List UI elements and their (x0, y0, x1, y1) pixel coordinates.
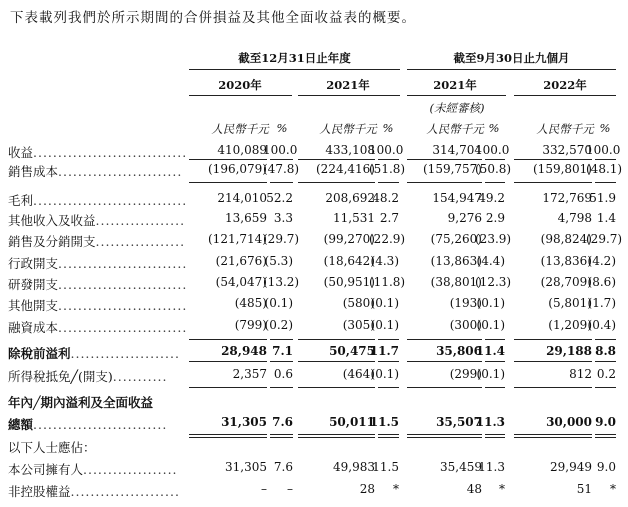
cell-value: (0.1) (476, 367, 505, 381)
cell-value: 1.4 (596, 211, 616, 225)
subtotal-rule-top (485, 387, 505, 388)
subtotal-rule-bottom (407, 182, 482, 183)
subtotal-rule-top (270, 339, 293, 340)
cell-value: (0.1) (370, 367, 399, 381)
row-label (8, 460, 178, 478)
total-rule-bottom (378, 434, 399, 435)
subtotal-rule-bottom (298, 182, 375, 183)
year-group-header: 截至12月31日止年度 (238, 51, 351, 65)
cell-value: (485) (234, 296, 267, 310)
cell-value: 2,357 (232, 367, 267, 381)
cell-value: 52.2 (266, 191, 293, 205)
cell-value: 4,798 (557, 211, 592, 225)
subtotal-rule-bottom (298, 361, 375, 362)
cell-value: (224,416) (316, 162, 375, 176)
row-label (8, 438, 96, 456)
subtotal-rule-top (189, 159, 267, 160)
cell-value: 28,948 (221, 344, 267, 358)
total-rule-bottom (595, 434, 616, 435)
cell-value: (799) (234, 318, 267, 332)
cell-value: (4.4) (476, 254, 505, 268)
row-label (8, 344, 180, 362)
row-label (8, 275, 187, 293)
cell-value: (299) (449, 367, 482, 381)
cell-value: 50,011 (329, 415, 375, 429)
row-label (8, 393, 153, 411)
cell-value: 8.8 (595, 344, 616, 358)
cell-value: 13,659 (225, 211, 267, 225)
subtotal-rule-top (298, 339, 375, 340)
column-header-rule (514, 95, 616, 96)
cell-value: (305) (342, 318, 375, 332)
leader-dots: ...................... (70, 484, 180, 499)
total-rule-bottom (189, 437, 267, 438)
cell-value: (0.4) (587, 318, 616, 332)
cell-value: (99,270) (323, 232, 375, 246)
leader-dots: .......................... (58, 320, 188, 335)
subtotal-rule-top (407, 387, 482, 388)
nine-month-group-header: 截至9月30日止九個月 (453, 51, 570, 65)
cell-value: (121,714) (208, 232, 267, 246)
cell-value: 31,305 (225, 460, 267, 474)
cell-value: (0.2) (264, 318, 293, 332)
row-label-text: 年內╱期內溢利及全面收益 (8, 395, 154, 410)
row-label (8, 211, 185, 229)
leader-dots: ........................... (33, 417, 168, 432)
cell-value: (28,709) (540, 275, 592, 289)
cell-value: 35,806 (436, 344, 482, 358)
subtotal-rule-top (514, 387, 592, 388)
cell-value: (29.7) (586, 232, 623, 246)
cell-value: (8.6) (587, 275, 616, 289)
subtotal-rule-top (189, 339, 267, 340)
cell-value: 49,983 (333, 460, 375, 474)
cell-value: 28 (359, 482, 375, 496)
year-group-rule (189, 69, 400, 70)
cell-value: (11.8) (369, 275, 406, 289)
cell-value: 0.2 (596, 367, 616, 381)
row-label-text: 總額 (8, 417, 34, 432)
cell-value: 35,459 (440, 460, 482, 474)
row-label (8, 254, 187, 272)
subtotal-rule-bottom (407, 361, 482, 362)
subtotal-rule-top (514, 159, 592, 160)
cell-value: (13,836) (540, 254, 592, 268)
cell-value: 11.5 (369, 415, 399, 429)
subtotal-rule-top (485, 339, 505, 340)
column-header-rule (407, 95, 506, 96)
subtotal-rule-top (595, 387, 616, 388)
total-rule-bottom (407, 434, 482, 435)
total-rule-bottom (378, 437, 399, 438)
subtotal-rule-bottom (595, 361, 616, 362)
cell-value: 2.7 (379, 211, 399, 225)
row-label-text: 研發開支 (8, 277, 59, 292)
leader-dots: ......................... (58, 164, 183, 179)
cell-value: 100.0 (369, 143, 404, 157)
row-label (8, 162, 182, 180)
row-label-text: 所得稅抵免╱(開支) (8, 369, 113, 384)
leader-dots: ...................... (70, 346, 180, 361)
row-label (8, 143, 187, 161)
cell-value: 314,704 (432, 143, 482, 157)
row-label-text: 其他收入及收益 (8, 213, 96, 228)
cell-value: 9.0 (596, 460, 616, 474)
total-rule-bottom (514, 434, 592, 435)
cell-value: (5,801) (548, 296, 592, 310)
cell-value: 29,949 (550, 460, 592, 474)
leader-dots: ................... (83, 462, 178, 477)
cell-value: (580) (342, 296, 375, 310)
intro-text: 下表載列我們於所示期間的合併損益及其他全面收益表的概要。 (10, 10, 416, 26)
cell-value: 11.5 (372, 460, 399, 474)
row-label (8, 367, 168, 385)
cell-value: (0.1) (370, 296, 399, 310)
cell-value: 30,000 (546, 415, 592, 429)
unit-rmb: 人民幣千元 (319, 122, 377, 136)
cell-value: 410,089 (217, 143, 267, 157)
row-label (8, 296, 187, 314)
cell-value: (50.8) (475, 162, 512, 176)
cell-value: (1.7) (587, 296, 616, 310)
row-label-text: 融資成本 (8, 320, 59, 335)
subtotal-rule-bottom (189, 361, 267, 362)
row-label-text: 除稅前溢利 (8, 346, 71, 361)
leader-dots: .......................... (58, 256, 188, 271)
total-rule-bottom (298, 434, 375, 435)
cell-value: (21,676) (215, 254, 267, 268)
cell-value: 9,276 (447, 211, 482, 225)
cell-value: 0.6 (273, 367, 293, 381)
cell-value: 29,188 (546, 344, 592, 358)
subtotal-rule-top (407, 339, 482, 340)
subtotal-rule-bottom (514, 361, 592, 362)
cell-value: (98,824) (540, 232, 592, 246)
subtotal-rule-bottom (514, 182, 592, 183)
row-label-text: 行政開支 (8, 256, 59, 271)
cell-value: (38,801) (430, 275, 482, 289)
cell-value: 35,507 (436, 415, 482, 429)
cell-value: (0.1) (476, 318, 505, 332)
cell-value: (0.1) (476, 296, 505, 310)
cell-value: (193) (449, 296, 482, 310)
cell-value: (75,260) (430, 232, 482, 246)
column-header-rule (189, 95, 292, 96)
unit-rmb: 人民幣千元 (211, 122, 269, 136)
column-header: 2022年 (543, 78, 587, 92)
total-rule-bottom (270, 434, 293, 435)
leader-dots: .......................... (58, 298, 188, 313)
subtotal-rule-bottom (485, 182, 505, 183)
cell-value: (4.3) (370, 254, 399, 268)
leader-dots: .................. (95, 213, 186, 228)
total-rule-bottom (514, 437, 592, 438)
cell-value: 2.9 (485, 211, 505, 225)
unit-pct: % (599, 121, 611, 135)
row-label (8, 482, 180, 500)
cell-value: (196,079) (208, 162, 267, 176)
nine-month-group-rule (407, 69, 616, 70)
cell-value: 332,570 (542, 143, 592, 157)
subtotal-rule-top (378, 387, 399, 388)
cell-value: (300) (449, 318, 482, 332)
total-rule-bottom (270, 437, 293, 438)
cell-value: 208,692 (325, 191, 375, 205)
subtotal-rule-top (270, 387, 293, 388)
subtotal-rule-top (595, 339, 616, 340)
row-label (8, 318, 187, 336)
leader-dots: ............................... (33, 193, 188, 208)
unit-rmb: 人民幣千元 (426, 122, 484, 136)
cell-value: (47.8) (263, 162, 300, 176)
cell-value: 51.9 (589, 191, 616, 205)
cell-value: 48 (466, 482, 482, 496)
cell-value: 433,108 (325, 143, 375, 157)
cell-value: (159,801) (533, 162, 592, 176)
cell-value: 7.6 (272, 415, 293, 429)
cell-value: 7.1 (272, 344, 293, 358)
subtotal-rule-top (485, 159, 505, 160)
row-label-text: 銷售成本 (8, 164, 59, 179)
column-header-rule (298, 95, 400, 96)
cell-value: * (499, 482, 505, 496)
leader-dots: ........... (112, 369, 168, 384)
row-label (8, 191, 187, 209)
total-rule-bottom (298, 437, 375, 438)
cell-value: 11.4 (475, 344, 505, 358)
subtotal-rule-bottom (378, 182, 399, 183)
cell-value: 11.7 (369, 344, 399, 358)
cell-value: 50,475 (329, 344, 375, 358)
row-label-text: 本公司擁有人 (8, 462, 84, 477)
subtotal-rule-bottom (595, 182, 616, 183)
cell-value: 100.0 (586, 143, 621, 157)
row-label-text: 以下人士應佔： (8, 440, 96, 455)
unit-rmb: 人民幣千元 (536, 122, 594, 136)
row-label-text: 其他開支 (8, 298, 59, 313)
cell-value: 48.2 (372, 191, 399, 205)
subtotal-rule-top (298, 387, 375, 388)
subtotal-rule-top (407, 159, 482, 160)
cell-value: – (261, 482, 267, 496)
subtotal-rule-top (378, 339, 399, 340)
cell-value: (0.1) (264, 296, 293, 310)
row-label (8, 415, 167, 433)
unit-pct: % (488, 121, 500, 135)
cell-value: 11.3 (478, 460, 505, 474)
row-label (8, 232, 185, 250)
cell-value: (51.8) (369, 162, 406, 176)
subtotal-rule-top (378, 159, 399, 160)
cell-value: (22.9) (369, 232, 406, 246)
cell-value: (54,047) (215, 275, 267, 289)
unaudited-note: (未經審核) (429, 101, 485, 115)
cell-value: (29.7) (263, 232, 300, 246)
subtotal-rule-top (595, 159, 616, 160)
cell-value: – (287, 482, 293, 496)
subtotal-rule-top (270, 159, 293, 160)
cell-value: (13,863) (430, 254, 482, 268)
cell-value: (50,951) (323, 275, 375, 289)
leader-dots: .................. (95, 234, 186, 249)
cell-value: 51 (576, 482, 592, 496)
row-label-text: 收益 (8, 145, 34, 160)
unit-pct: % (276, 121, 288, 135)
cell-value: 100.0 (475, 143, 510, 157)
cell-value: 49.2 (478, 191, 505, 205)
cell-value: (18,642) (323, 254, 375, 268)
cell-value: 3.3 (273, 211, 293, 225)
total-rule-bottom (595, 437, 616, 438)
cell-value: (0.1) (370, 318, 399, 332)
cell-value: * (610, 482, 616, 496)
cell-value: (12.3) (475, 275, 512, 289)
unit-pct: % (382, 121, 394, 135)
cell-value: (48.1) (586, 162, 623, 176)
cell-value: (23.9) (475, 232, 512, 246)
cell-value: (4.2) (587, 254, 616, 268)
cell-value: 812 (569, 367, 592, 381)
subtotal-rule-top (514, 339, 592, 340)
subtotal-rule-bottom (189, 182, 267, 183)
subtotal-rule-bottom (270, 182, 293, 183)
subtotal-rule-top (189, 387, 267, 388)
cell-value: (1,209) (548, 318, 592, 332)
cell-value: 9.0 (595, 415, 616, 429)
cell-value: (5.3) (264, 254, 293, 268)
column-header: 2020年 (218, 78, 262, 92)
cell-value: 154,947 (432, 191, 482, 205)
total-rule-bottom (189, 434, 267, 435)
cell-value: 7.6 (273, 460, 293, 474)
row-label-text: 毛利 (8, 193, 34, 208)
subtotal-rule-bottom (270, 361, 293, 362)
subtotal-rule-bottom (485, 361, 505, 362)
column-header: 2021年 (326, 78, 370, 92)
leader-dots: .......................... (58, 277, 188, 292)
leader-dots: ............................... (33, 145, 188, 160)
subtotal-rule-top (298, 159, 375, 160)
cell-value: 31,305 (221, 415, 267, 429)
cell-value: 214,010 (217, 191, 267, 205)
row-label-text: 非控股權益 (8, 484, 71, 499)
cell-value: 100.0 (263, 143, 298, 157)
cell-value: 172,769 (542, 191, 592, 205)
cell-value: (13.2) (263, 275, 300, 289)
cell-value: (464) (342, 367, 375, 381)
column-header: 2021年 (433, 78, 477, 92)
cell-value: (159,757) (423, 162, 482, 176)
subtotal-rule-bottom (378, 361, 399, 362)
total-rule-bottom (485, 434, 505, 435)
total-rule-bottom (485, 437, 505, 438)
cell-value: 11.3 (475, 415, 505, 429)
total-rule-bottom (407, 437, 482, 438)
cell-value: 11,531 (333, 211, 375, 225)
cell-value: * (393, 482, 399, 496)
row-label-text: 銷售及分銷開支 (8, 234, 96, 249)
